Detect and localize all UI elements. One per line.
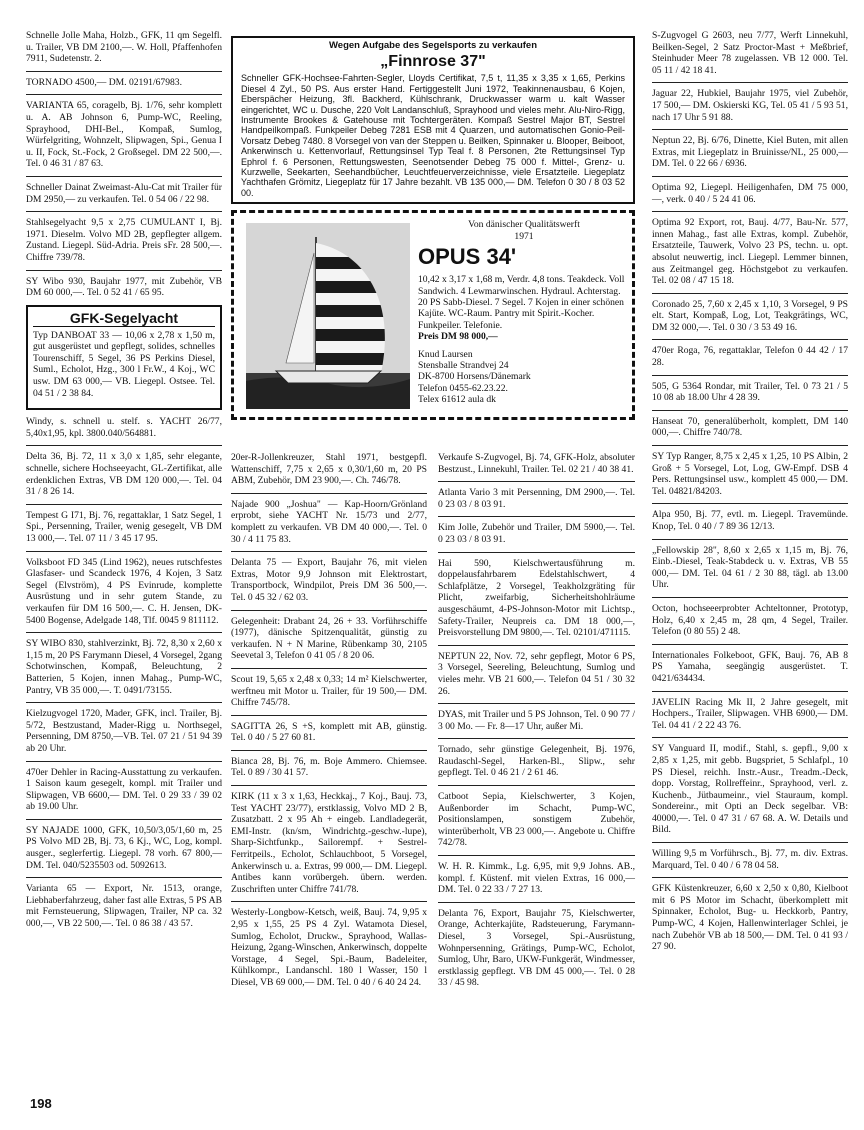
ad-separator: [652, 644, 848, 645]
classified-ad: Delanta 75 — Export, Baujahr 76, mit vielen Extras, Motor 9,9 Johnson mit Elektrostart, Transportbock, Windpilot, Preis DM 36 500,—. Tel. 0 45 32 / 62 03.: [231, 557, 427, 603]
classified-ad: W. H. R. Kimmk., Lg. 6,95, mit 9,9 Johns. AB., kompl. f. Küstenf. mit vielen Extras, 16 000,— DM. Tel. 0 22 33 / 7 27 13.: [438, 861, 635, 896]
classified-ad: Alpa 950, Bj. 77, evtl. m. Liegepl. Travemünde. Knop, Tel. 0 40 / 7 89 36 12/13.: [652, 509, 848, 532]
classified-ad: Octon, hochseeerprobter Achteltonner, Prototyp, Holz, 6,40 x 2,45 m, 28 qm, 4 Segel, Trailer. Telefon (0 80 55) 2 48.: [652, 602, 848, 638]
ad-separator: [652, 877, 848, 878]
classified-ad: SY WIBO 830, stahlverzinkt, Bj. 72, 8,30 x 2,60 x 1,15 m, 20 PS Farymann Diesel, 4 Vorsegel, 2gang Schotwinschen, Kompaß, Beleuchtung, 2 Batterien, 5 Kojen, innen Mahag., Pump-WC, Pantry, VB 35 000,—. T. 0491/73155.: [26, 638, 222, 696]
ad-separator: [231, 551, 427, 552]
classified-ad: Gelegenheit: Drabant 24, 26 + 33. Vorführschiffe (1977), dänische Spitzenqualität, günstig zu verkaufen. N + N Marine, Rübenkamp 30, 2105 Seevetal 3, Telefon 0 41 05 / 8 20 06.: [231, 615, 427, 662]
ad-price: Preis DM 98 000,—: [418, 331, 498, 343]
classified-ad: Tempest G I71, Bj. 76, regattaklar, 1 Satz Segel, 1 Spi., Persenning, Trailer, wenig gesegelt, VB DM 13 000,—. Tel. 07 11 / 3 45 17 95.: [26, 509, 222, 544]
classified-ad: Atlanta Vario 3 mit Persenning, DM 2900,—. Tel. 0 23 03 / 8 03 91.: [438, 487, 635, 510]
gfk-segelyacht-ad: [26, 305, 222, 411]
ad-separator: [438, 516, 635, 517]
column-2-right: [438, 452, 635, 995]
ad-separator: [652, 539, 848, 540]
classified-ad: SY Wibo 930, Baujahr 1977, mit Zubehör, VB DM 60 000,—. Tel. 0 52 41 / 65 95.: [26, 275, 222, 299]
ad-separator: [26, 702, 222, 703]
classified-ad: S-Zugvogel G 2603, neu 7/77, Werft Linnekuhl, Beilken-Segel, 2 Satz Proctor-Mast + Meßbrief, Steinhuder Meer 78 zugelassen. VB 12 000. Tel. 05 11 / 42 18 41.: [652, 30, 848, 76]
classified-ad: Internationales Folkeboot, GFK, Bauj. 76, AB 8 PS Yamaha, seegängig ausgerüstet. T. 0421/634434.: [652, 649, 848, 684]
classified-ad: Coronado 25, 7,60 x 2,45 x 1,10, 3 Vorsegel, 9 PS elt. Start, Kompaß, Log, Lot, Teakgrätings, WC, DM 32 000,—. Tel. 0 30 / 3 53 49 16.: [652, 298, 848, 333]
classified-ad: SY NAJADE 1000, GFK, 10,50/3,05/1,60 m, 25 PS Volvo MD 2B, Bj. 73, 6 Kj., WC, Log, kompl. ausger., seglerfertig. Liegepl. 78 vorh. 67 800,— DM. Tel. 040/5235503 od. 5092613.: [26, 824, 222, 871]
ad-separator: [26, 211, 222, 212]
classified-ad: TORNADO 4500,— DM. 02191/67983.: [26, 76, 182, 88]
classified-ad: Neptun 22, Bj. 6/76, Dinette, Kiel Buten, mit allen Extras, mit Liegeplatz in Bruinisse/NL, 25 000,— DM. Tel. 0 22 66 / 6936.: [652, 135, 848, 170]
ad-separator: [652, 293, 848, 294]
ad-separator: [231, 493, 427, 494]
ad-separator: [652, 211, 848, 212]
ad-separator: [652, 176, 848, 177]
classified-ad: Catboot Sepia, Kielschwerter, 3 Kojen, Außenborder im Schacht, Pump-WC, Positionslampen, sonstigem Zubehör, winterüberholt, VB 23 000,—. Angebote u. Chiffre 742/78.: [438, 791, 635, 849]
classified-ad: Delta 36, Bj. 72, 11 x 3,0 x 1,85, sehr elegante, schnelle, sichere Hochseeyacht, GL-Zertifikat, alle erdenklichen Extras, VB DM 120 000,—. Tel. 04 31 / 8 26 14.: [26, 451, 222, 498]
ad-text: 10,42 x 3,17 x 1,68 m, Verdr. 4,8 tons. Teakdeck. Voll Sandwich. 4 Lewmarwinschen. Hydraul. Achterstag. 20 PS Sabb-Diesel. 7 Segel. 7 Kojen in einer schönen Kajüte. WC-Raum. Pantry mit Spirit.-Kocher. Funkpeiler. Telefonie.: [418, 274, 625, 331]
classified-ad: Kim Jolle, Zubehör und Trailer, DM 5900,—. Tel. 0 23 03 / 8 03 91.: [438, 522, 635, 545]
ad-separator: [26, 877, 222, 878]
column-2-left: [231, 452, 427, 995]
classified-ad: Varianta 65 — Export, Nr. 1513, orange, Liebhaberfahrzeug, daher fast alle Extras, 5 PS AB mit Fernsteuerung, Slipwagen, Trailer, NP ca. 32 000,—, VB 22 500,—. Tel. 0 86 38 / 43 57.: [26, 883, 222, 930]
ad-text: Typ DANBOAT 33 — 10,06 x 2,78 x 1,50 m, gut ausgerüstet und gepflegt, solides, schnelles Tourenschiff, 5 Segel, 36 PS Perkins Diesel, Suml., Echolot, Hzg., 300 l Fr.W., 4 Koj., WC usw. DM 63 000,— VB. Liegepl. Ostsee. Tel. 04 51 / 2 38 84.: [33, 329, 215, 399]
ad-title: OPUS 34': [418, 244, 517, 270]
ad-separator: [652, 597, 848, 598]
ad-separator: [652, 375, 848, 376]
classified-ad: Optima 92, Liegepl. Heiligenhafen, DM 75 000,—, verk. 0 40 / 5 24 41 06.: [652, 181, 848, 205]
classified-ad: Scout 19, 5,65 x 2,48 x 0,33; 14 m² Kielschwerter, werftneu mit Motor u. Trailer, für 19 500,— DM. Chiffre 745/78.: [231, 673, 427, 709]
ad-separator: [26, 551, 222, 552]
classified-ad: Willing 9,5 m Vorführsch., Bj. 77, m. div. Extras. Marquard, Tel. 0 40 / 6 78 04 58.: [652, 848, 848, 871]
ad-separator: [652, 842, 848, 843]
ad-separator: [231, 668, 427, 669]
ad-separator: [26, 761, 222, 762]
column-1: [26, 30, 222, 936]
classified-ad: Hanseat 70, generalüberholt, komplett, DM 140 000,—. Chiffre 740/78.: [652, 415, 848, 439]
ad-subheading: Von dänischer Qualitätswerft: [468, 219, 580, 231]
finnrose-ad: [231, 36, 635, 204]
classified-ad: Delanta 76, Export, Baujahr 75, Kielschwerter, Orange, Achterkajüte, Radsteuerung, Farymann-Diesel, 3 Vorsegel, Spi.-Ausrüstung, Wohnpersenning, Grätings, Pump-WC, Echolot, Sumlog, Uhr, Baro, UKW-Funkgerät, Windmesser, erstklassig gepflegt. VB DM 45 000,—. Tel. 0 28 33 / 45 98.: [438, 907, 635, 989]
classified-ad: Volksboot FD 345 (Lind 1962), neues rutschfestes Glasfaser- und Scandeck 1976, 4 Kojen, 3 Satz Segel (Elvström), 4 PS Evinrude, komplette Ausrüstung und in sehr gutem Stande, zu verkaufen für DM 16 500,—. C. H. Jensen, DK-5400 Bogense, Adelgade 148, Tlf. 0045 9 811112.: [26, 556, 222, 626]
classified-ad: GFK Küstenkreuzer, 6,60 x 2,50 x 0,80, Kielboot mit 6 PS Motor im Schacht, überkomplett mit Spinnaker, Echolot, Bug- u. Heckkorb, Pantry, Pump-WC, 4 Kojen, Hallenwinterlager Schlei, je nach Zubehör VB ab 18 500,— DM. Tel. 0 41 93 / 27 90.: [652, 883, 848, 953]
classified-ad: 505, G 5364 Rondar, mit Trailer, Tel. 0 73 21 / 5 10 08 ab 18.00 Uhr 4 28 39.: [652, 380, 848, 404]
classified-ad: Jaguar 22, Hubkiel, Baujahr 1975, viel Zubehör, 17 500,— DM. Oskierski KG, Tel. 05 41 / 5 93 51, nach 17 Uhr 5 91 88.: [652, 88, 848, 123]
sailboat-photo: [246, 223, 410, 409]
ad-separator: [652, 410, 848, 411]
classified-ad: KIRK (11 x 3 x 1,63, Heckkaj., 7 Koj., Bauj. 73, Test YACHT 23/77), erstklassig, Volvo MD 2 B, Zusatzbatt. 2 x 95 Ah + eingeb. Landladegerät, EMI-Instr. (kn/sm, Windrichtg.-geschw.-lupe), Sharp-Sichtfunkp., Sailorempf. + Sestrel-Ferritpeils., Echolot, Schlauchboot, 5 Vorsegel, Ankerwinsch u. a. Extras, 99 000,— DM. Liegepl. Antibes kann vorübergeh. übern. werden. Zuschriften unter Chiffre 741/78.: [231, 791, 427, 895]
classified-ad: „Fellowskip 28", 8,60 x 2,65 x 1,15 m, Bj. 76, Einb.-Diesel, Teak-Stabdeck u. v. Extras, VB 55 000,— DM. Tel. 04 61 / 2 30 88, tägl. ab 13.00 Uhr.: [652, 544, 848, 591]
classified-ad: 20er-R-Jollenkreuzer, Stahl 1971, bestgepfl. Wattenschiff, 7,75 x 2,65 x 0,30/1,60 m, 20 PS ABM, Zubehör, DM 23 900,—. Ch. 746/78.: [231, 452, 427, 487]
classified-ad: Bianca 28, Bj. 76, m. Boje Ammero. Chiemsee. Tel. 0 89 / 30 41 57.: [231, 755, 427, 779]
ad-separator: [438, 902, 635, 903]
classified-ad: NEPTUN 22, Nov. 72, sehr gepflegt, Motor 6 PS, 3 Vorsegel, Seereling, Beleuchtung, Sumlog und vieles mehr. VB 21 600,—. Telefon 04 51 / 30 32 26.: [438, 650, 635, 697]
ad-separator: [26, 445, 222, 446]
ad-year: 1971: [514, 230, 534, 242]
classified-ad: JAVELIN Racing Mk II, 2 Jahre gesegelt, mit Hochpers., Trailer, Slipwagen. VHB 6900,— DM. Tel. 04 41 / 2 22 43 76.: [652, 696, 848, 731]
ad-separator: [26, 504, 222, 505]
ad-separator: [438, 738, 635, 739]
classified-ad: SY Typ Ranger, 8,75 x 2,45 x 1,25, 10 PS Albin, 2 Groß + 5 Vorsegel, Lot, Log, GW-Empf. DSB 4 Pers. Rettungsinsel usw., komplett 45 000,— DM. Tel. 04821/84203.: [652, 451, 848, 497]
ad-separator: [438, 855, 635, 856]
ad-separator: [652, 691, 848, 692]
classified-ad: Schnelle Jolle Maha, Holzb., GFK, 11 qm Segelfl. u. Trailer, VB DM 2100,—. W. Holl, Pfaffenhofen 7911, Sudetenstr. 2.: [26, 30, 222, 65]
ad-separator: [231, 785, 427, 786]
ad-separator: [652, 503, 848, 504]
ad-text: Schneller GFK-Hochsee-Fahrten-Segler, Lloyds Certifikat, 7,5 t, 11,35 x 3,35 x 1,65, Perkins Diesel 4 Zyl., 50 PS. Aus erster Hand. Fertiggestellt Juni 1972, Teakinnenausbau, 6 Kojen, Eberspächer Heizung, 3fl. Backherd, Kühlschrank, Druckwasser warm u. kalt Wasser eingerichtet, WC u. Dusche, 220 Volt Landanschluß, Sprayhood und vieles mehr. Alu-Niro-Rigg, Instrumente Brookes & Gatehouse mit Tochtergeräten. Kompaß Sestrel Major BT, Sestrel Handpeilkompaß. Funkpeiler Debeg 7281 ESB mit 4 Quarzen, und automatischen Gonio-Peil-Vorsatz Debeg 7480. 8 Vorsegel von van der Steppen u. Beilken, Spinnaker u. Blooper, Beiboot, Ankerwinsch u. Kettenvorlauf, Rettungsinsel Typ Teal f. 8 Personen, 2te Rettungsinsel Typ Ephrol f. 6 Personen, Rettungswesten, Seenotsender Debeg 75 000 f. Mittel-, Grenz- u. Kurzwelle, Seekarten, Seehandbücher, Leuchtfeuerverzeichnisse, viele Ersatzteile. Liegeplatz Yachthafen Grömitz, Liegeplatz für 17 Jahre bezahlt. VB 135 000,— DM. Telefon 0 30 / 8 03 52 00.: [241, 73, 625, 198]
ad-separator: [231, 750, 427, 751]
column-2-top: [231, 34, 635, 420]
ad-separator: [26, 176, 222, 177]
contact-line: Telex 61612 aula dk: [418, 394, 496, 406]
classified-ad: Stahlsegelyacht 9,5 x 2,75 CUMULANT I, Bj. 1971. Dieselm. Volvo MD 2B, gepflegter allgem. Zustand. Liegepl. Süd-Adria. Preis sFr. 28 500,—. Chiffre 739/78.: [26, 217, 222, 263]
classified-ad: Kielzugvogel 1720, Mader, GFK, incl. Trailer, Bj. 5/72, Bestzustand, Mader-Rigg u. Northsegel, Persenning, DM 8750,—VB. Tel. 07 21 / 51 94 39 ab 20 Uhr.: [26, 708, 222, 754]
ad-separator: [652, 129, 848, 130]
ad-separator: [652, 737, 848, 738]
ad-separator: [652, 82, 848, 83]
ad-title: „Finnrose 37": [380, 53, 486, 71]
contact-line: Stensballe Strandvej 24: [418, 359, 509, 371]
ad-separator: [231, 610, 427, 611]
ad-separator: [438, 481, 635, 482]
classified-ad: 470er Dehler in Racing-Ausstattung zu verkaufen. 1 Saison kaum gesegelt, kompl. mit Trailer und Slipwagen, VB 6600,— DM. Tel. 0 29 33 / 39 02 ab 19.00 Uhr.: [26, 766, 222, 813]
ad-separator: [26, 632, 222, 633]
ad-separator: [26, 94, 222, 95]
contact-line: DK-8700 Horsens/Dänemark: [418, 371, 531, 383]
opus-text-block: [418, 219, 630, 405]
classified-ad: DYAS, mit Trailer und 5 PS Johnson, Tel. 0 90 77 / 3 00 Mo. — Fr. 8—17 Uhr, außer Mi.: [438, 709, 635, 732]
ad-separator: [652, 339, 848, 340]
contact-line: Knud Laursen: [418, 348, 473, 360]
ad-separator: [231, 715, 427, 716]
ad-separator: [26, 270, 222, 271]
ad-separator: [438, 552, 635, 553]
page-number: 198: [30, 1096, 52, 1111]
classified-ad: VARIANTA 65, coragelb, Bj. 1/76, sehr komplett u. A. AB Johnson 6, Pump-WC, Reeling, Sprayhood, DHI-Bel., Kompaß, Sumlog, Würfelgriting, Wohnzelt, Slipwagen, Spi., Genua I u. II, Fock, St.-Fock, 2 Großsegel. DM 22 500,—. Tel. 0 46 31 / 87 63.: [26, 100, 222, 170]
ad-contact: [418, 349, 630, 406]
ad-heading: GFK-Segelyacht: [33, 310, 215, 327]
ad-separator: [26, 71, 222, 72]
ad-separator: [438, 703, 635, 704]
column-3: [652, 30, 848, 959]
classified-ad: Najade 900 „Joshua" — Kap-Hoorn/Grönland erprobt, siehe YACHT Nr. 15/73 und 2/77, komplett zu verkaufen. VB DM 40 000,—. Tel. 0 30 / 4 11 75 83.: [231, 498, 427, 545]
ad-heading: Wegen Aufgabe des Segelsports zu verkaufen: [329, 40, 537, 51]
classified-ad: Windy, s. schnell u. stelf. s. YACHT 26/77, 5,40x1,95, kpl. 3800.040/564881.: [26, 416, 222, 439]
classified-ad: Westerly-Longbow-Ketsch, weiß, Bauj. 74, 9,95 x 2,95 x 1,55, 25 PS 4 Zyl. Watamota Diesel, Sumlog, Echolot, Druckw., Sprayhood, Wallas-Heizung, 2gang-Winschen, Ankerwinsch, doppelte Vorstage, 4 Segel, Spi.-Baum, Badeleiter, Kühlkompr., Landanschl. 180 l Wasser, 150 l Diesel, VB 69 000,— DM. Tel. 0 40 / 6 40 24 24.: [231, 907, 427, 988]
classified-ad: Hai 590, Kielschwertausführung m. doppelausfahrbarem Edelstahlschwert, 4 Schlafplätze, 2 Vorsegel, Teakholzgräting für Plicht, zweifarbig, Sicherheitshohlräume ausgeschäumt, 4-PS-Johnson-Motor mit Lichtsp., Safety-Trailer, Neupreis ca. DM 18 000,—, Preisvorstellung DM 9800,—. Tel. 02101/471115.: [438, 557, 635, 639]
classified-ad: Optima 92 Export, rot, Bauj. 4/77, Bau-Nr. 577, innen Mahag., fast alle Extras, kompl. Zubehör, Ersatzteile, Tauwerk, Volvo 23 PS, techn. u. opt. absolut neuwertig, incl. Liegepl. Lemmer binnen, aus Zeitmangel geg. Höchstgebot zu verkaufen. Tel. 02 08 / 47 15 18.: [652, 217, 848, 287]
opus-34-ad: [231, 210, 635, 420]
classified-ad: 470er Roga, 76, regattaklar, Telefon 0 44 42 / 17 28.: [652, 345, 848, 369]
classified-ad: Verkaufe S-Zugvogel, Bj. 74, GFK-Holz, absoluter Bestzust., Linnekuhl, Trailer. Tel. 02 21 / 40 38 41.: [438, 452, 635, 475]
classified-ad: Schneller Dainat Zweimast-Alu-Cat mit Trailer für DM 2950,— zu verkaufen. Tel. 0 54 06 / 22 98.: [26, 181, 222, 205]
classified-ad: Tornado, sehr günstige Gelegenheit, Bj. 1976, Raudaschl-Segel, Harken-Bl., Slipw., sehr gepflegt. Tel. 0 46 21 / 2 61 46.: [438, 744, 635, 779]
ad-separator: [438, 645, 635, 646]
contact-line: Telefon 0455-62.23.22.: [418, 382, 508, 394]
classified-ad: SAGITTA 26, S +S, komplett mit AB, günstig. Tel. 0 40 / 5 27 60 81.: [231, 720, 427, 744]
ad-separator: [438, 785, 635, 786]
ad-separator: [231, 901, 427, 902]
ad-separator: [26, 819, 222, 820]
classified-ad: SY Vanguard II, modif., Stahl, s. gepfl., 9,00 x 2,85 x 1,25, mit gebb. Bugspriet, 5 Schlafpl., 10 PS Diesel, reichh. Instr.-Ausr., Treadm.-Deck, dopp. Vorstag, Rollreffeinr., Sprayhood, verl. z. Kuchenb., Jütbaumeinr., viel Stauraum, kompl. Sondereinr., mit Opti an Deck segelbar. VB: 40000,—. Tel. 0 47 31 / 67 68. A. W. Details und Bild.: [652, 743, 848, 836]
ad-separator: [652, 445, 848, 446]
